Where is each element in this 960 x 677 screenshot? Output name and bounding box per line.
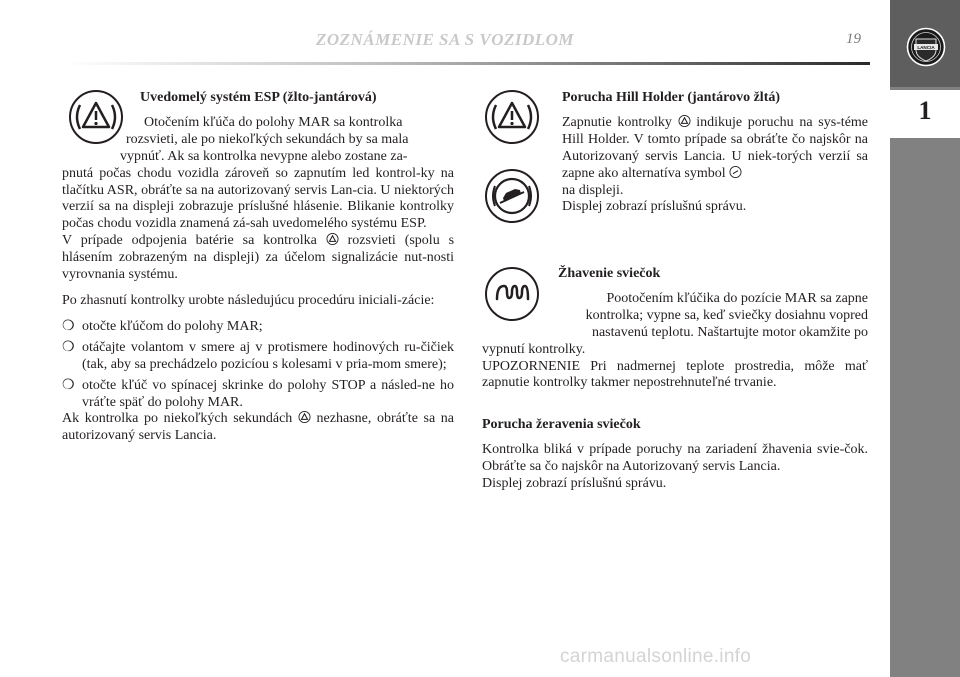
logo-text: LANCIA — [917, 45, 935, 50]
hill-holder-display-note: Displej zobrazí príslušnú správu. — [562, 199, 747, 215]
hill-holder-text-b: indikuje poruchu na sys-téme Hill Holder. V tomto prípade sa obráťte čo najskôr na Autorizovaný servis Lancia. U niek-torých verzií sa zapne ako alternatíva symbol — [562, 114, 869, 181]
glow-section — [482, 266, 868, 392]
procedure-list — [62, 319, 454, 412]
page-title: ZOZNÁMENIE SA S VOZIDLOM — [315, 30, 575, 49]
header-rule — [65, 62, 870, 65]
glow-line4: vypnutí kontrolky. — [482, 341, 586, 357]
esp-section — [62, 90, 454, 445]
esp-warning-inline-icon — [298, 411, 311, 423]
glow-line2: kontrolka; vypne sa, keď sviečky dosiahnu vopred — [585, 307, 868, 323]
esp-intro-line2: rozsvieti, ale po niekoľkých sekundách by sa mala — [126, 131, 409, 147]
esp-intro-line1: Otočením kľúča do polohy MAR sa kontrolka — [144, 114, 403, 130]
esp-after-paragraph — [62, 411, 454, 445]
hill-holder-text-a: Zapnutie kontrolky — [562, 114, 672, 130]
esp-after-text-b: nezhasne, obráťte sa na autorizovaný servis Lancia. — [62, 411, 454, 444]
glow-line1: Pootočením kľúčika do pozície MAR sa zapne — [606, 290, 868, 306]
hill-holder-car-inline-icon — [729, 166, 742, 178]
glow-heading: Žhavenie sviečok — [558, 266, 661, 281]
bullet-circle-icon: ❍ — [62, 318, 75, 334]
bullet-circle-icon: ❍ — [62, 339, 75, 355]
esp-battery-text-a: V prípade odpojenia batérie sa kontrolka — [62, 233, 317, 249]
chapter-sidebar — [890, 0, 960, 677]
glow-warning: UPOZORNENIE Pri nadmernej teplote prostredia, môže mať zapnutie kontrolky takmer nepostrehnuteľné trvanie. — [482, 358, 868, 391]
hill-holder-paragraph — [562, 115, 868, 183]
lancia-logo-icon — [906, 27, 946, 67]
hill-holder-warning-inline-icon — [678, 115, 691, 127]
esp-battery-text-b: rozsvieti (spolu s hlásením zobrazeným na displeji) za účelom signalizácie nut-nosti vyrovnania systému. — [62, 233, 455, 283]
esp-body: pnutá počas chodu vozidla zároveň so zapnutím led kontrol-ky na tlačítku ASR, obráťte sa na autorizovaný servis Lan-cia. U niektorých verzií sa na displeji zobrazuje príslušné hlásenie. Blikanie kontrolky počas chodu vozidla znamená zá-sah uvedomelého systému ESP. — [62, 165, 454, 232]
hill-holder-car-slope-icon — [484, 168, 540, 224]
procedure-item: ❍ otočte kľúčom do polohy MAR; — [62, 318, 263, 334]
bullet-circle-icon: ❍ — [62, 377, 75, 393]
glow-fault-section — [482, 417, 868, 493]
chapter-number: 1 — [918, 96, 932, 125]
hill-holder-section — [562, 90, 868, 216]
glow-fault-heading: Porucha žeravenia sviečok — [482, 417, 641, 432]
glow-line3: nastavenú teplotu. Naštartujte motor okamžite po — [591, 324, 868, 340]
hill-holder-text-c: na displeji. — [562, 182, 624, 198]
page-number: 19 — [846, 31, 861, 47]
hill-holder-warning-icon — [484, 89, 540, 145]
esp-heading: Uvedomelý systém ESP (žlto-jantárová) — [140, 90, 377, 105]
esp-after-text-a: Ak kontrolka po niekoľkých sekundách — [62, 411, 293, 427]
glow-fault-text: Kontrolka bliká v prípade poruchy na zariadení žhavenia svie-čok. Obráťte sa čo najskôr na Autorizovaný servis Lancia. — [482, 441, 868, 474]
procedure-item: ❍ otáčajte volantom v smere aj v protismere hodinových ru-čičiek (tak, aby sa prechádzelo pozicíou s kolesami v pria-mom smere); — [62, 339, 454, 372]
esp-intro-line3: vypnúť. Ak sa kontrolka nevypne alebo zostane za- — [120, 148, 408, 164]
glow-fault-display-note: Displej zobrazí príslušnú správu. — [482, 475, 667, 491]
procedure-item: ❍ otočte kľúč vo spínacej skrinke do polohy STOP a násled-ne ho vráťte späť do polohy MAR. — [62, 377, 454, 410]
hill-holder-heading: Porucha Hill Holder (jantárovo žltá) — [562, 90, 781, 105]
watermark: carmanualsonline.info — [560, 646, 752, 667]
esp-procedure-intro: Po zhasnutí kontrolky urobte následujúcu procedúru iniciali-zácie: — [62, 292, 435, 308]
esp-battery-paragraph — [62, 233, 454, 284]
esp-warning-inline-icon — [326, 233, 339, 245]
